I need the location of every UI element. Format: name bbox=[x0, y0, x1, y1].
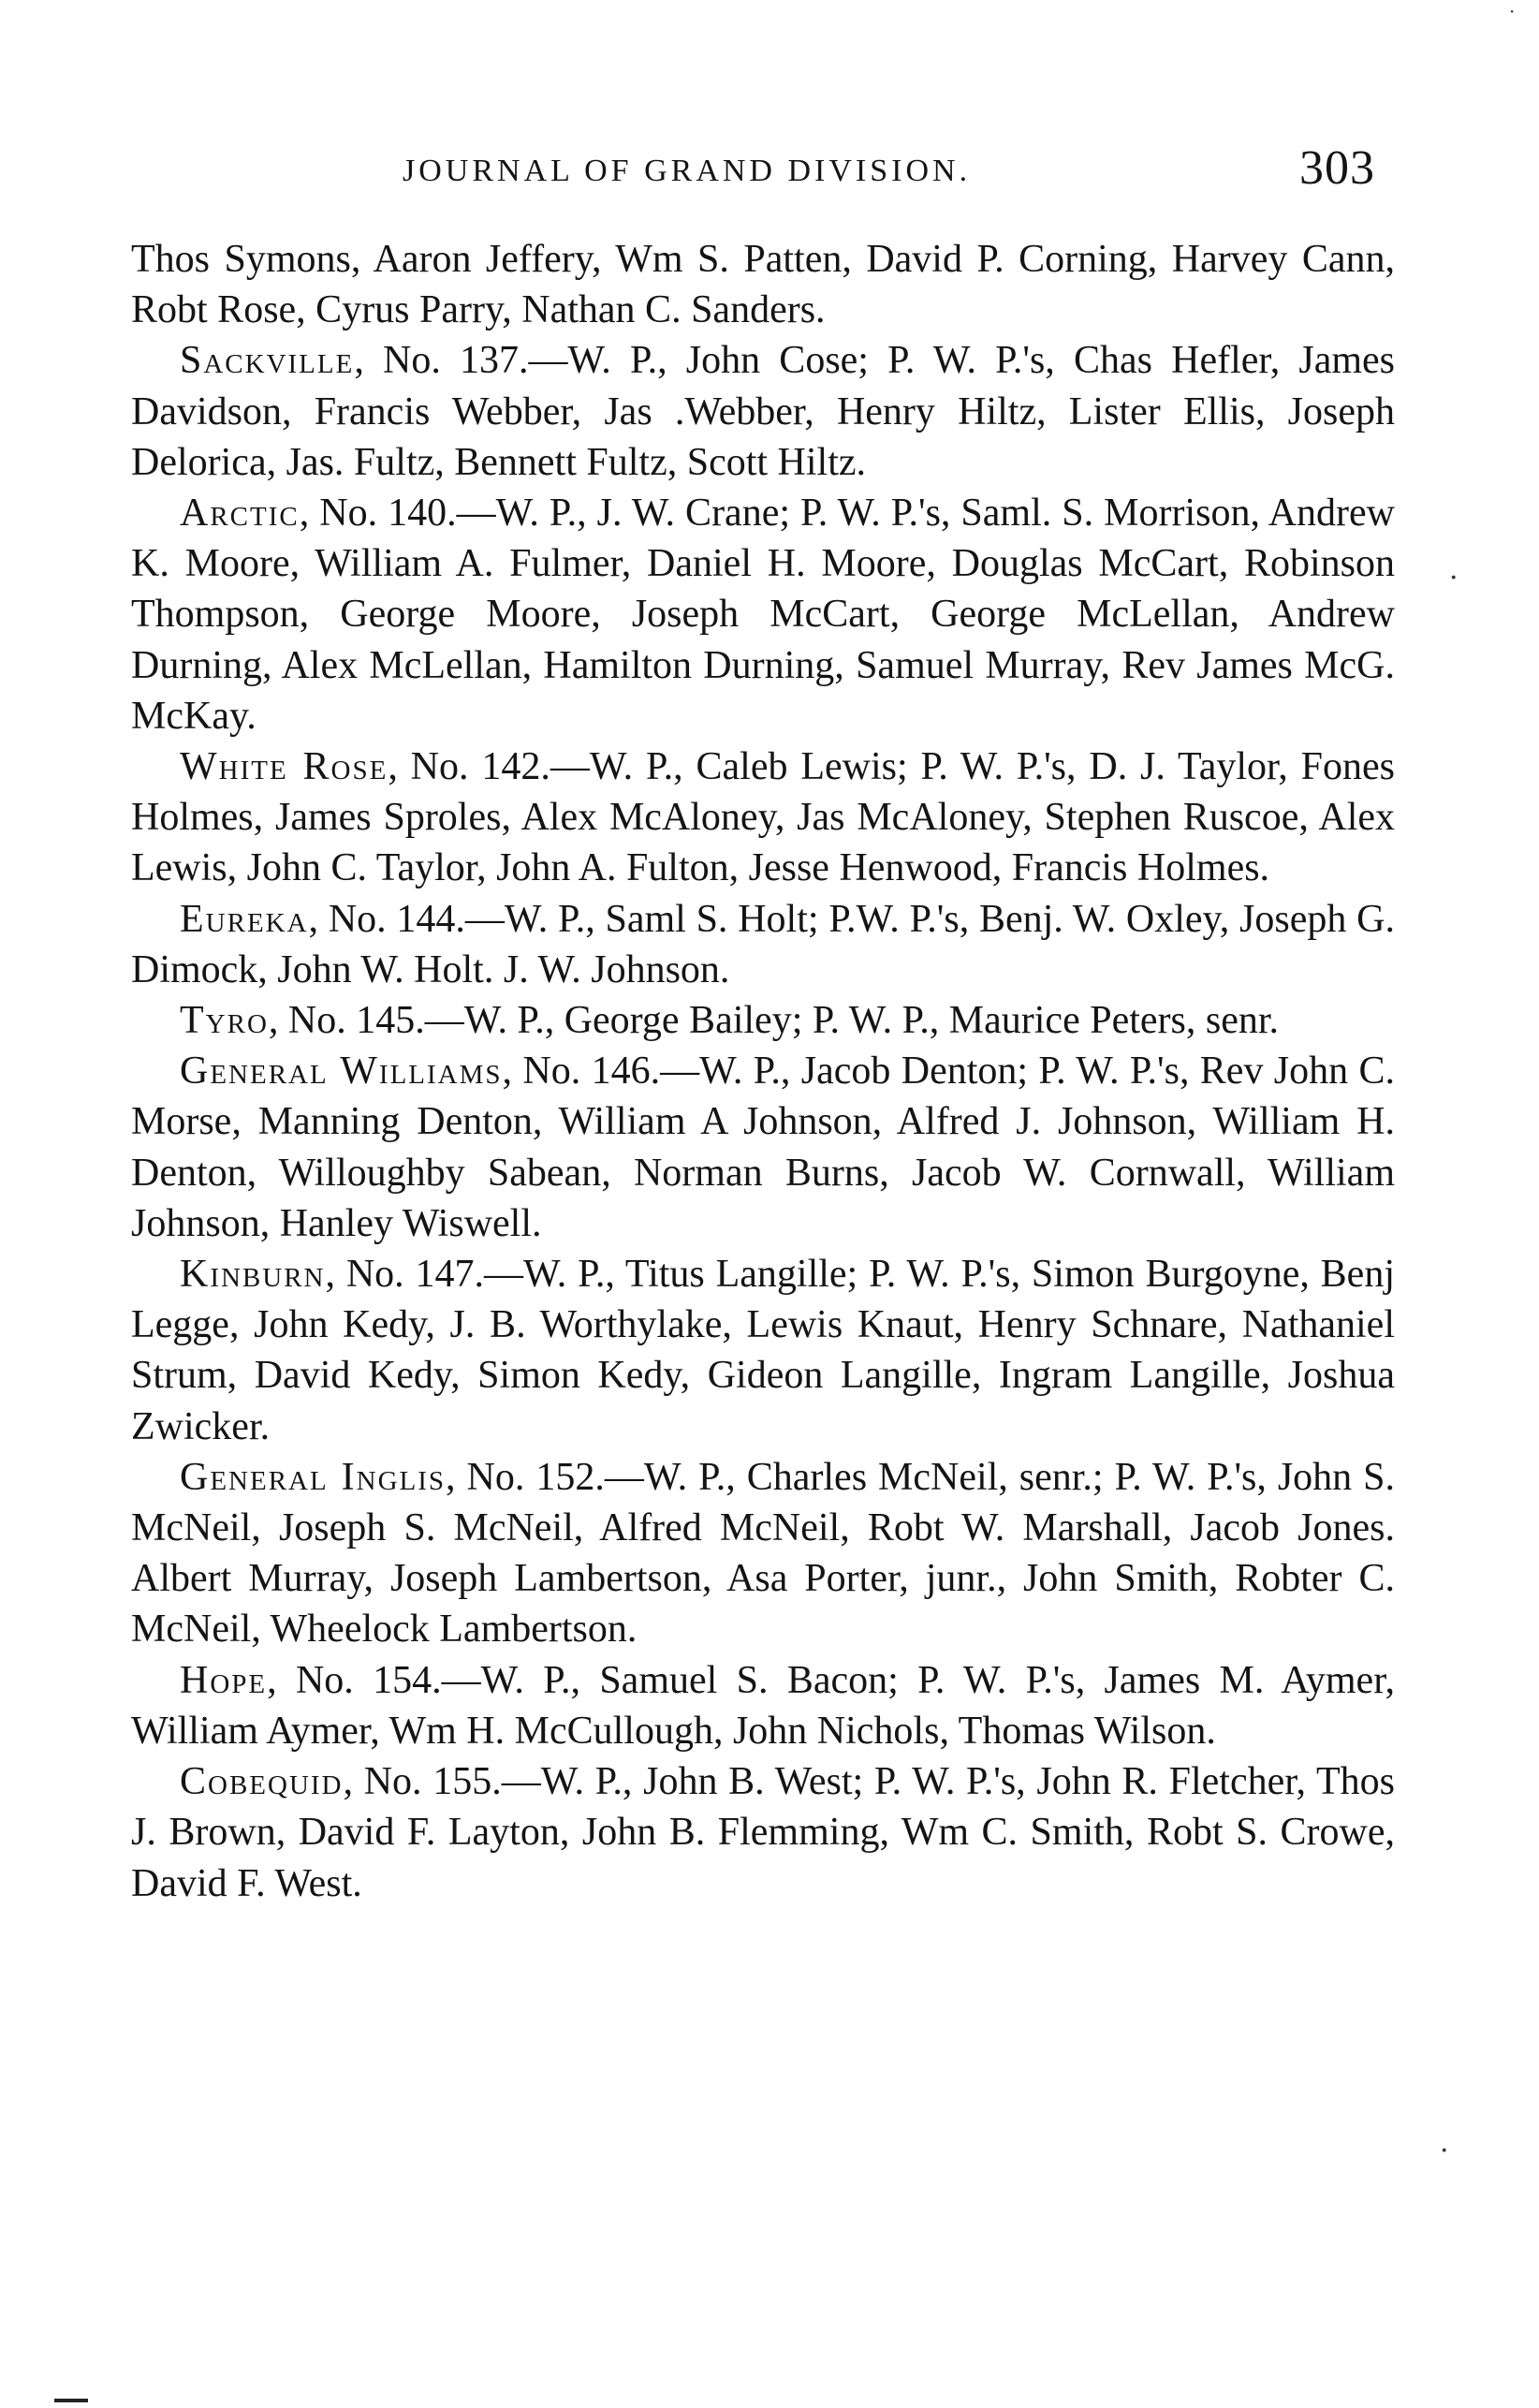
lodge-name: General Inglis bbox=[180, 1455, 447, 1499]
running-head bbox=[0, 140, 1539, 197]
lodge-name: Arctic bbox=[180, 492, 300, 536]
running-title: JOURNAL OF GRAND DIVISION. bbox=[403, 154, 972, 188]
lodge-name: General Williams bbox=[180, 1050, 503, 1094]
lodge-name: Cobequid bbox=[180, 1760, 344, 1804]
body-text bbox=[131, 234, 1395, 1909]
stray-mark: · bbox=[1449, 562, 1458, 595]
lodge-officers: , No. 154.—W. P., Samuel S. Bacon; P. W. P.'s, James M. Aymer, William Aymer, Wm H. McCullough, John Nichols, Thomas Wilson. bbox=[131, 1658, 1395, 1753]
lodge-officers: , No. 142.—W. P., Caleb Lewis; P. W. P.'s, D. J. Taylor, Fones Holmes, James Sproles, Alex McAloney, Jas McAloney, Stephen Ruscoe, Alex Lewis, John C. Taylor, John A. Fulton, Jesse Henwood, Francis Holmes. bbox=[131, 745, 1395, 890]
continuation-paragraph: Thos Symons, Aaron Jeffery, Wm S. Patten, David P. Corning, Harvey Cann, Robt Rose, Cyrus Parry, Nathan C. Sanders. bbox=[131, 238, 1395, 332]
lodge-officers: , No. 147.—W. P., Titus Langille; P. W. P.'s, Simon Burgoyne, Benj Legge, John Kedy, J. B. Worthylake, Lewis Knaut, Henry Schnare, Nathaniel Strum, David Kedy, Simon Kedy, Gideon Langille, Ingram Langille, Joshua Zwicker. bbox=[131, 1253, 1395, 1448]
lodge-entry bbox=[131, 1452, 1395, 1655]
lodge-officers: , No. 140.—W. P., J. W. Crane; P. W. P.'s, Saml. S. Morrison, Andrew K. Moore, William A. Fulmer, Daniel H. Moore, Douglas McCart, Robinson Thompson, George Moore, Joseph McCart, George McLellan, Andrew Durning, Alex McLellan, Hamilton Durning, Samuel Murray, Rev James McG. McKay. bbox=[131, 492, 1395, 738]
lodge-officers: , No. 145.—W. P., George Bailey; P. W. P., Maurice Peters, senr. bbox=[268, 999, 1280, 1043]
lodge-entry bbox=[131, 1249, 1395, 1452]
lodge-name: Eureka bbox=[180, 897, 309, 941]
lodge-entry bbox=[131, 488, 1395, 741]
lodge-entry bbox=[131, 1655, 1395, 1756]
lodge-name: Tyro bbox=[180, 999, 269, 1043]
lodge-name: Hope bbox=[180, 1658, 268, 1702]
lodge-entry bbox=[131, 741, 1395, 894]
lodge-entry bbox=[131, 1756, 1395, 1909]
lodge-officers: , No. 152.—W. P., Charles McNeil, senr.; P. W. P.'s, John S. McNeil, Joseph S. McNeil, Alfred McNeil, Robt W. Marshall, Jacob Jones. Albert Murray, Joseph Lambertson, Asa Porter, junr., John Smith, Robter C. McNeil, Wheelock Lambertson. bbox=[131, 1455, 1395, 1652]
page-edge-mark bbox=[54, 2399, 88, 2402]
stray-mark: · bbox=[1509, 0, 1516, 22]
lodge-entry bbox=[131, 1046, 1395, 1249]
lodge-name: Kinburn bbox=[180, 1253, 326, 1297]
lodge-entry bbox=[131, 894, 1395, 995]
lodge-officers: , No. 144.—W. P., Saml S. Holt; P.W. P.'s, Benj. W. Oxley, Joseph G. Dimock, John W. Holt. J. W. Johnson. bbox=[131, 897, 1395, 991]
lodge-officers: , No. 146.—W. P., Jacob Denton; P. W. P.'s, Rev John C. Morse, Manning Denton, William A Johnson, Alfred J. Johnson, William H. Denton, Willoughby Sabean, Norman Burns, Jacob W. Cornwall, William Johnson, Hanley Wiswell. bbox=[131, 1050, 1396, 1245]
lodge-entry bbox=[131, 335, 1395, 488]
lodge-entry bbox=[131, 995, 1395, 1046]
lodge-officers: , No. 155.—W. P., John B. West; P. W. P.'s, John R. Fletcher, Thos J. Brown, David F. Layton, John B. Flemming, Wm C. Smith, Robt S. Crowe, David F. West. bbox=[131, 1760, 1395, 1905]
lodge-officers: , No. 137.—W. P., John Cose; P. W. P.'s, Chas Hefler, James Davidson, Francis Webber, Jas .Webber, Henry Hiltz, Lister Ellis, Joseph Delorica, Jas. Fultz, Bennett Fultz, Scott Hiltz. bbox=[131, 339, 1395, 484]
lodge-name: Sackville bbox=[180, 339, 355, 383]
lodge-name: White Rose bbox=[180, 745, 388, 789]
page-number: 303 bbox=[1299, 141, 1375, 195]
stray-mark: · bbox=[1440, 2135, 1449, 2167]
